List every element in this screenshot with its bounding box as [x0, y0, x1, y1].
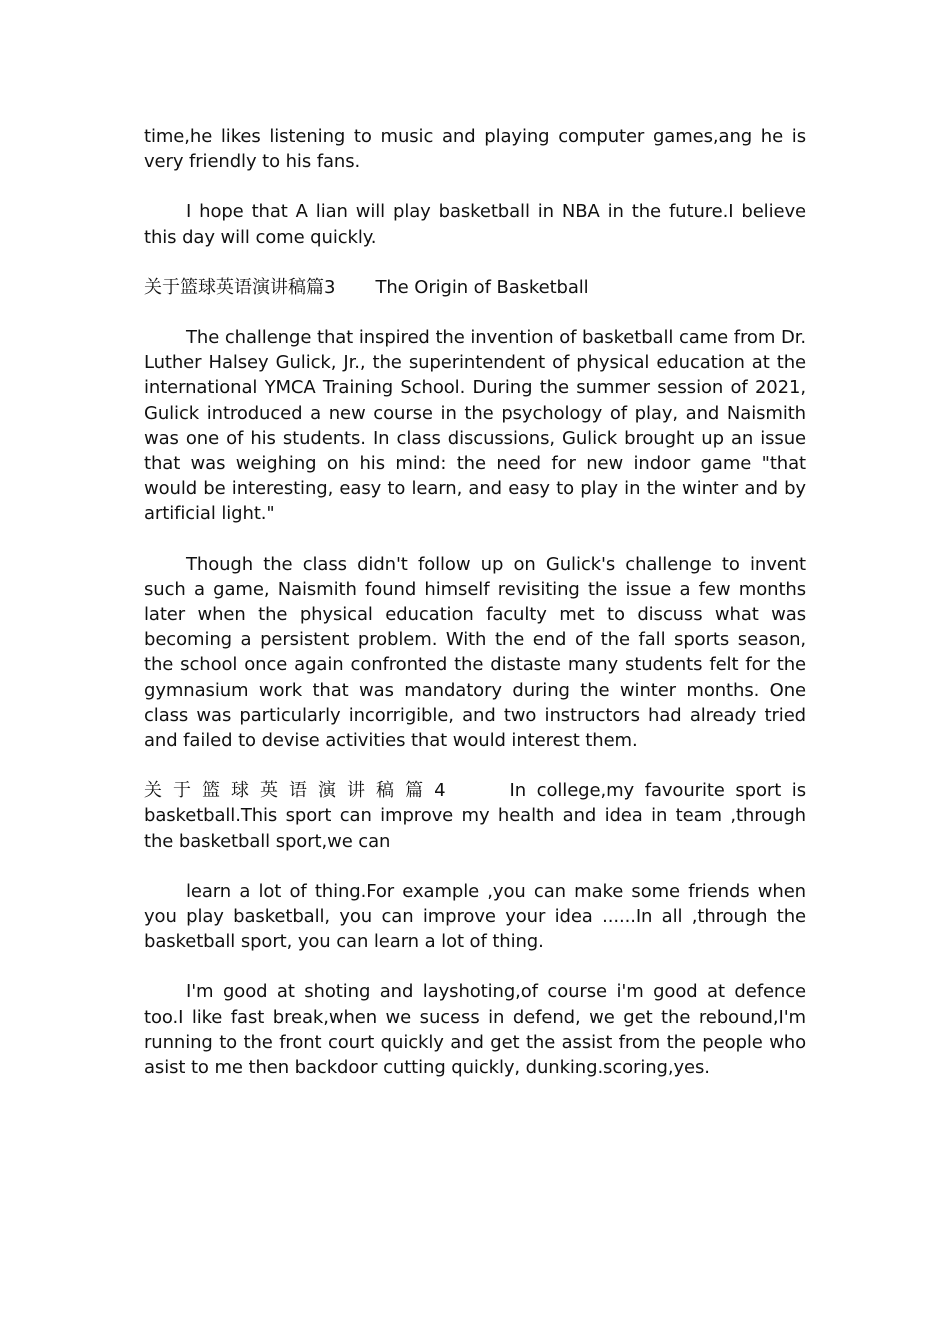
paragraph-naismith: Though the class didn't follow up on Gulick's challenge to invent such a game, Naismith found himself revisiting the issue a few months later when the physical education faculty met to discuss what was becoming a persistent problem. With the end of the fall sports season, the school once again confronted the distaste many students felt for the gymnasium work that was mandatory during the winter months. One class was particularly incorrigible, and two instructors had already tried and failed to devise activities that would interest them. — [144, 553, 806, 752]
paragraph-hope: I hope that A lian will play basketball in NBA in the future.I believe this day will come quickly. — [144, 201, 806, 248]
section-4-heading-line — [144, 778, 806, 854]
section-3-heading-line — [144, 275, 806, 300]
paragraph-skills: I'm good at shoting and layshoting,of course i'm good at defence too.I like fast break,when we sucess in defend, we get the rebound,I'm running to the front court quickly and get the assist from the people who asist to me then backdoor cutting quickly, dunking.scoring,yes. — [144, 981, 806, 1079]
paragraph-learn: learn a lot of thing.For example ,you can make some friends when you play basketball, you can improve your idea ......In all ,through the basketball sport, you can learn a lot of thing. — [144, 880, 806, 953]
section-3-heading: 关于篮球英语演讲稿篇3 — [144, 276, 336, 298]
paragraph-continued: time,he likes listening to music and playing computer games,ang he is very friendly to his fans. — [144, 126, 806, 173]
paragraph-challenge: The challenge that inspired the invention of basketball came from Dr. Luther Halsey Gulick, Jr., the superintendent of physical education at the international YMCA Training School. During the summer session of 2021, Gulick introduced a new course in the psychology of play, and Naismith was one of his students. In class discussions, Gulick brought up an issue that was weighing on his mind: the need for new indoor game "that would be interesting, easy to learn, and easy to play in the winter and by artificial light." — [144, 327, 806, 525]
section-4-text: In college,my favourite sport is basketball.This sport can improve my health and idea in team ,through the basketball sport,we can — [144, 780, 806, 852]
section-4-heading: 关于篮球英语演讲稿篇4 — [144, 780, 452, 802]
section-3-title: The Origin of Basketball — [375, 276, 589, 298]
document-page — [144, 124, 806, 1105]
